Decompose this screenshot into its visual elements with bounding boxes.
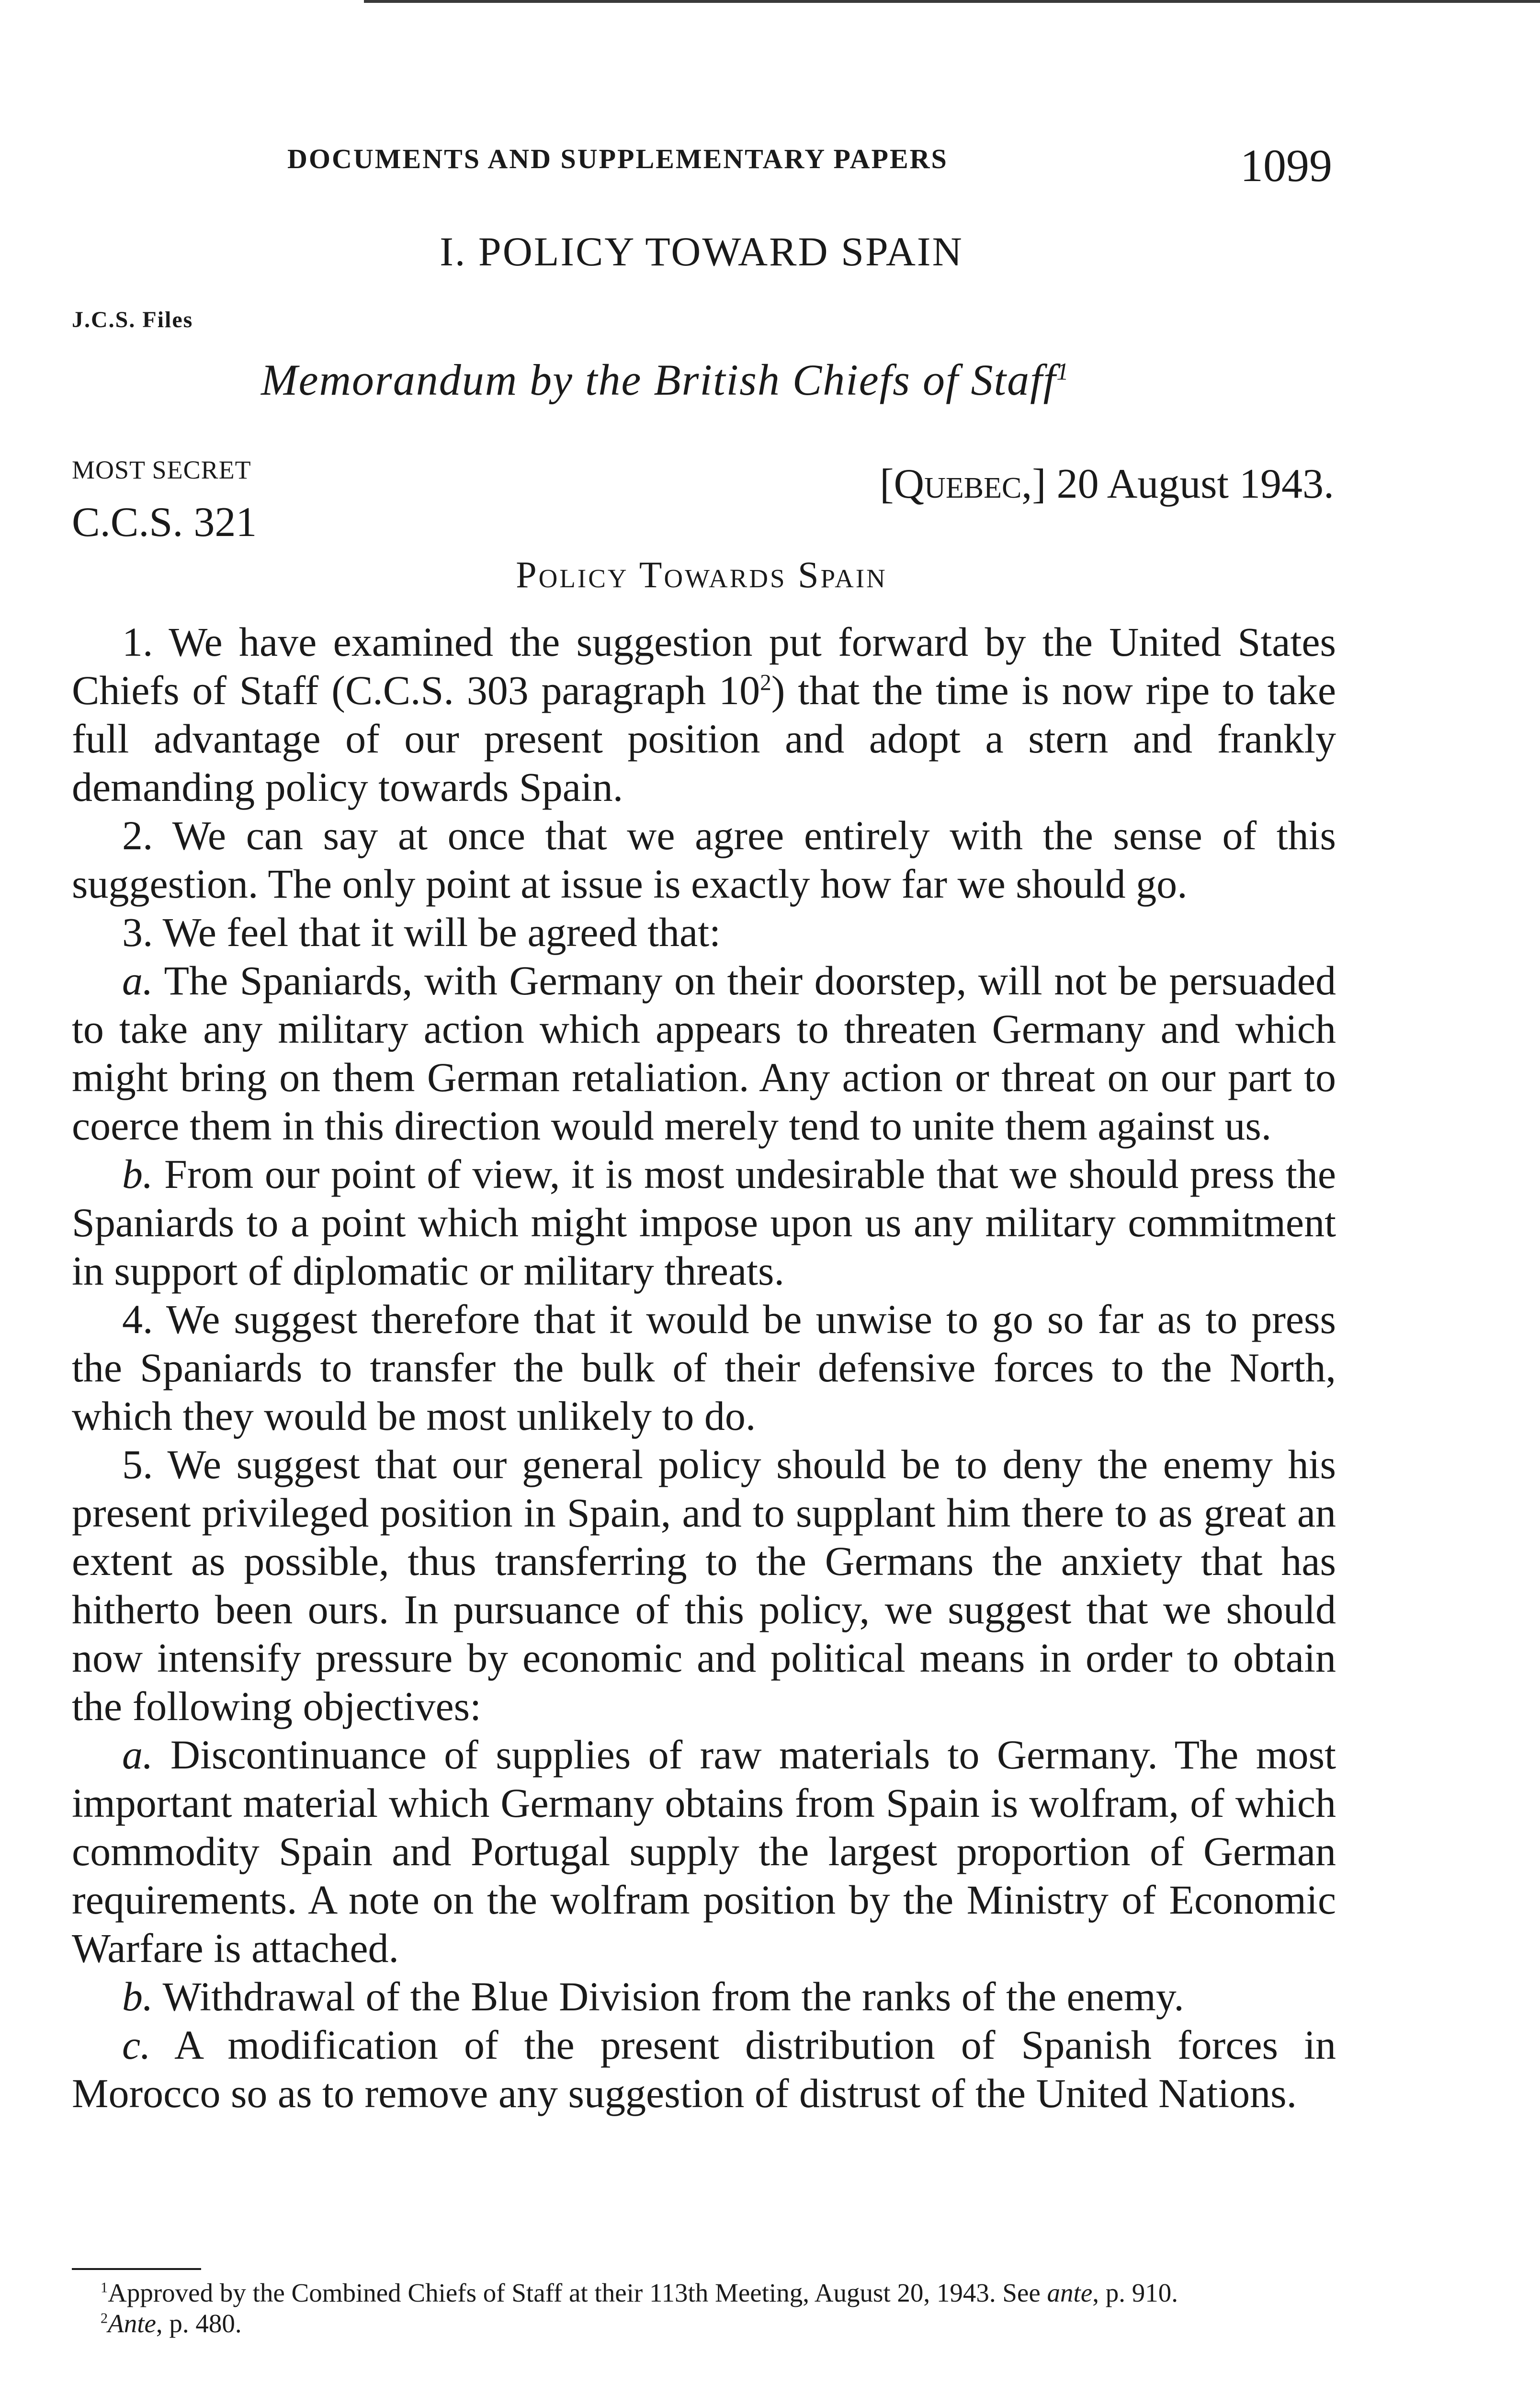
- dateline-close: ,]: [1021, 461, 1046, 507]
- paragraph-5c: [72, 2021, 1336, 2118]
- paragraph-2: 2. We can say at once that we agree entirely with the sense of this suggestion. The only point at issue is exactly how far we should go.: [72, 812, 1336, 907]
- paragraph-5c-text: A modification of the present distribution of Spanish forces in Morocco so as to remove any suggestion of distrust of the United Nations.: [72, 2022, 1336, 2116]
- memo-heading: Policy Towards Spain: [516, 554, 887, 595]
- document-title-text: Memorandum by the British Chiefs of Staff: [261, 355, 1057, 404]
- paragraph-1: [72, 618, 1336, 811]
- document-title: [261, 354, 1070, 405]
- paragraph-5c-label: c.: [122, 2022, 151, 2068]
- footnote-ref-2: 2: [760, 670, 771, 696]
- paragraph-3b: [72, 1150, 1336, 1295]
- paragraph-4: 4. We suggest therefore that it would be unwise to go so far as to press the Spaniards to transfer the bulk of their defensive forces to the North, which they would be most unlikely to do.: [72, 1296, 1336, 1439]
- footnote-1-text-a: Approved by the Combined Chiefs of Staff at their 113th Meeting, August 20, 1943. See: [108, 2278, 1041, 2307]
- paragraph-5a-text: Discontinuance of supplies of raw materials to Germany. The most important material which Germany obtains from Spain is wolfram, of which commodity Spain and Portugal supply the largest proportion of German requirements. A note on the wolfram position by the Ministry of Economic Warfare is attached.: [72, 1732, 1336, 1971]
- dateline: [880, 460, 1334, 508]
- dateline-open: [: [880, 461, 894, 507]
- paragraph-1-part-b: ) that the time is now ripe to take full advantage of our present position and adopt a stern and frankly demanding policy towards Spain.: [72, 667, 1336, 810]
- dateline-date: 20 August 1943.: [1056, 461, 1334, 507]
- document-number: C.C.S. 321: [72, 499, 257, 546]
- top-rule: [364, 0, 1540, 3]
- section-title: I. POLICY TOWARD SPAIN: [440, 228, 963, 274]
- dateline-place: Quebec: [894, 461, 1022, 507]
- paragraph-3: 3. We feel that it will be agreed that:: [122, 909, 721, 955]
- paragraph-5a-label: a.: [122, 1732, 153, 1778]
- footnote-rule: [72, 2268, 201, 2270]
- footnote-1-text-b: , p. 910.: [1092, 2278, 1178, 2307]
- running-head: DOCUMENTS AND SUPPLEMENTARY PAPERS: [287, 143, 948, 174]
- paragraph-3b-label: b.: [122, 1151, 153, 1197]
- paragraph-3a: [72, 957, 1336, 1150]
- paragraph-1-part-a: 1. We have examined the suggestion put forward by the United States Chiefs of Staff (C.C.S. 303 paragraph 10: [72, 619, 1336, 713]
- footnotes: [72, 2278, 1336, 2339]
- footnote-1: [72, 2278, 1336, 2308]
- memo-body: [72, 618, 1336, 2118]
- paragraph-5b: [72, 1973, 1336, 2021]
- footnote-2-text-b: , p. 480.: [156, 2309, 242, 2338]
- file-reference: J.C.S. Files: [72, 307, 193, 332]
- footnote-ref-1: 1: [1056, 358, 1070, 385]
- paragraph-5: 5. We suggest that our general policy should be to deny the enemy his present privileged position in Spain, and to supplant him there to as great an extent as possible, thus transferring to the Germans the anxiety that has hitherto been ours. In pursuance of this policy, we suggest that we should now intensify pressure by economic and political means in order to obtain the following objectives:: [72, 1441, 1336, 1729]
- page-number: 1099: [1240, 140, 1332, 191]
- paragraph-5b-label: b.: [122, 1973, 153, 2019]
- paragraph-3a-label: a.: [122, 958, 153, 1004]
- paragraph-3b-text: From our point of view, it is most undesirable that we should press the Spaniards to a point which might impose upon us any military commitment in support of diplomatic or military threats.: [72, 1151, 1336, 1294]
- paragraph-5b-text: Withdrawal of the Blue Division from the ranks of the enemy.: [162, 1973, 1184, 2019]
- footnote-1-ante: ante: [1047, 2278, 1093, 2307]
- paragraph-5a: [72, 1731, 1336, 1973]
- footnote-1-mark: 1: [101, 2279, 108, 2296]
- paragraph-3a-text: The Spaniards, with Germany on their doorstep, will not be persuaded to take any military action which appears to threaten Germany and which might bring on them German retaliation. Any action or threat on our part to coerce them in this direction would merely tend to unite them against us.: [72, 958, 1336, 1149]
- classification: MOST SECRET: [72, 456, 251, 484]
- footnote-2: [72, 2308, 1336, 2339]
- footnote-2-mark: 2: [101, 2310, 108, 2327]
- footnote-2-ante: Ante: [108, 2309, 156, 2338]
